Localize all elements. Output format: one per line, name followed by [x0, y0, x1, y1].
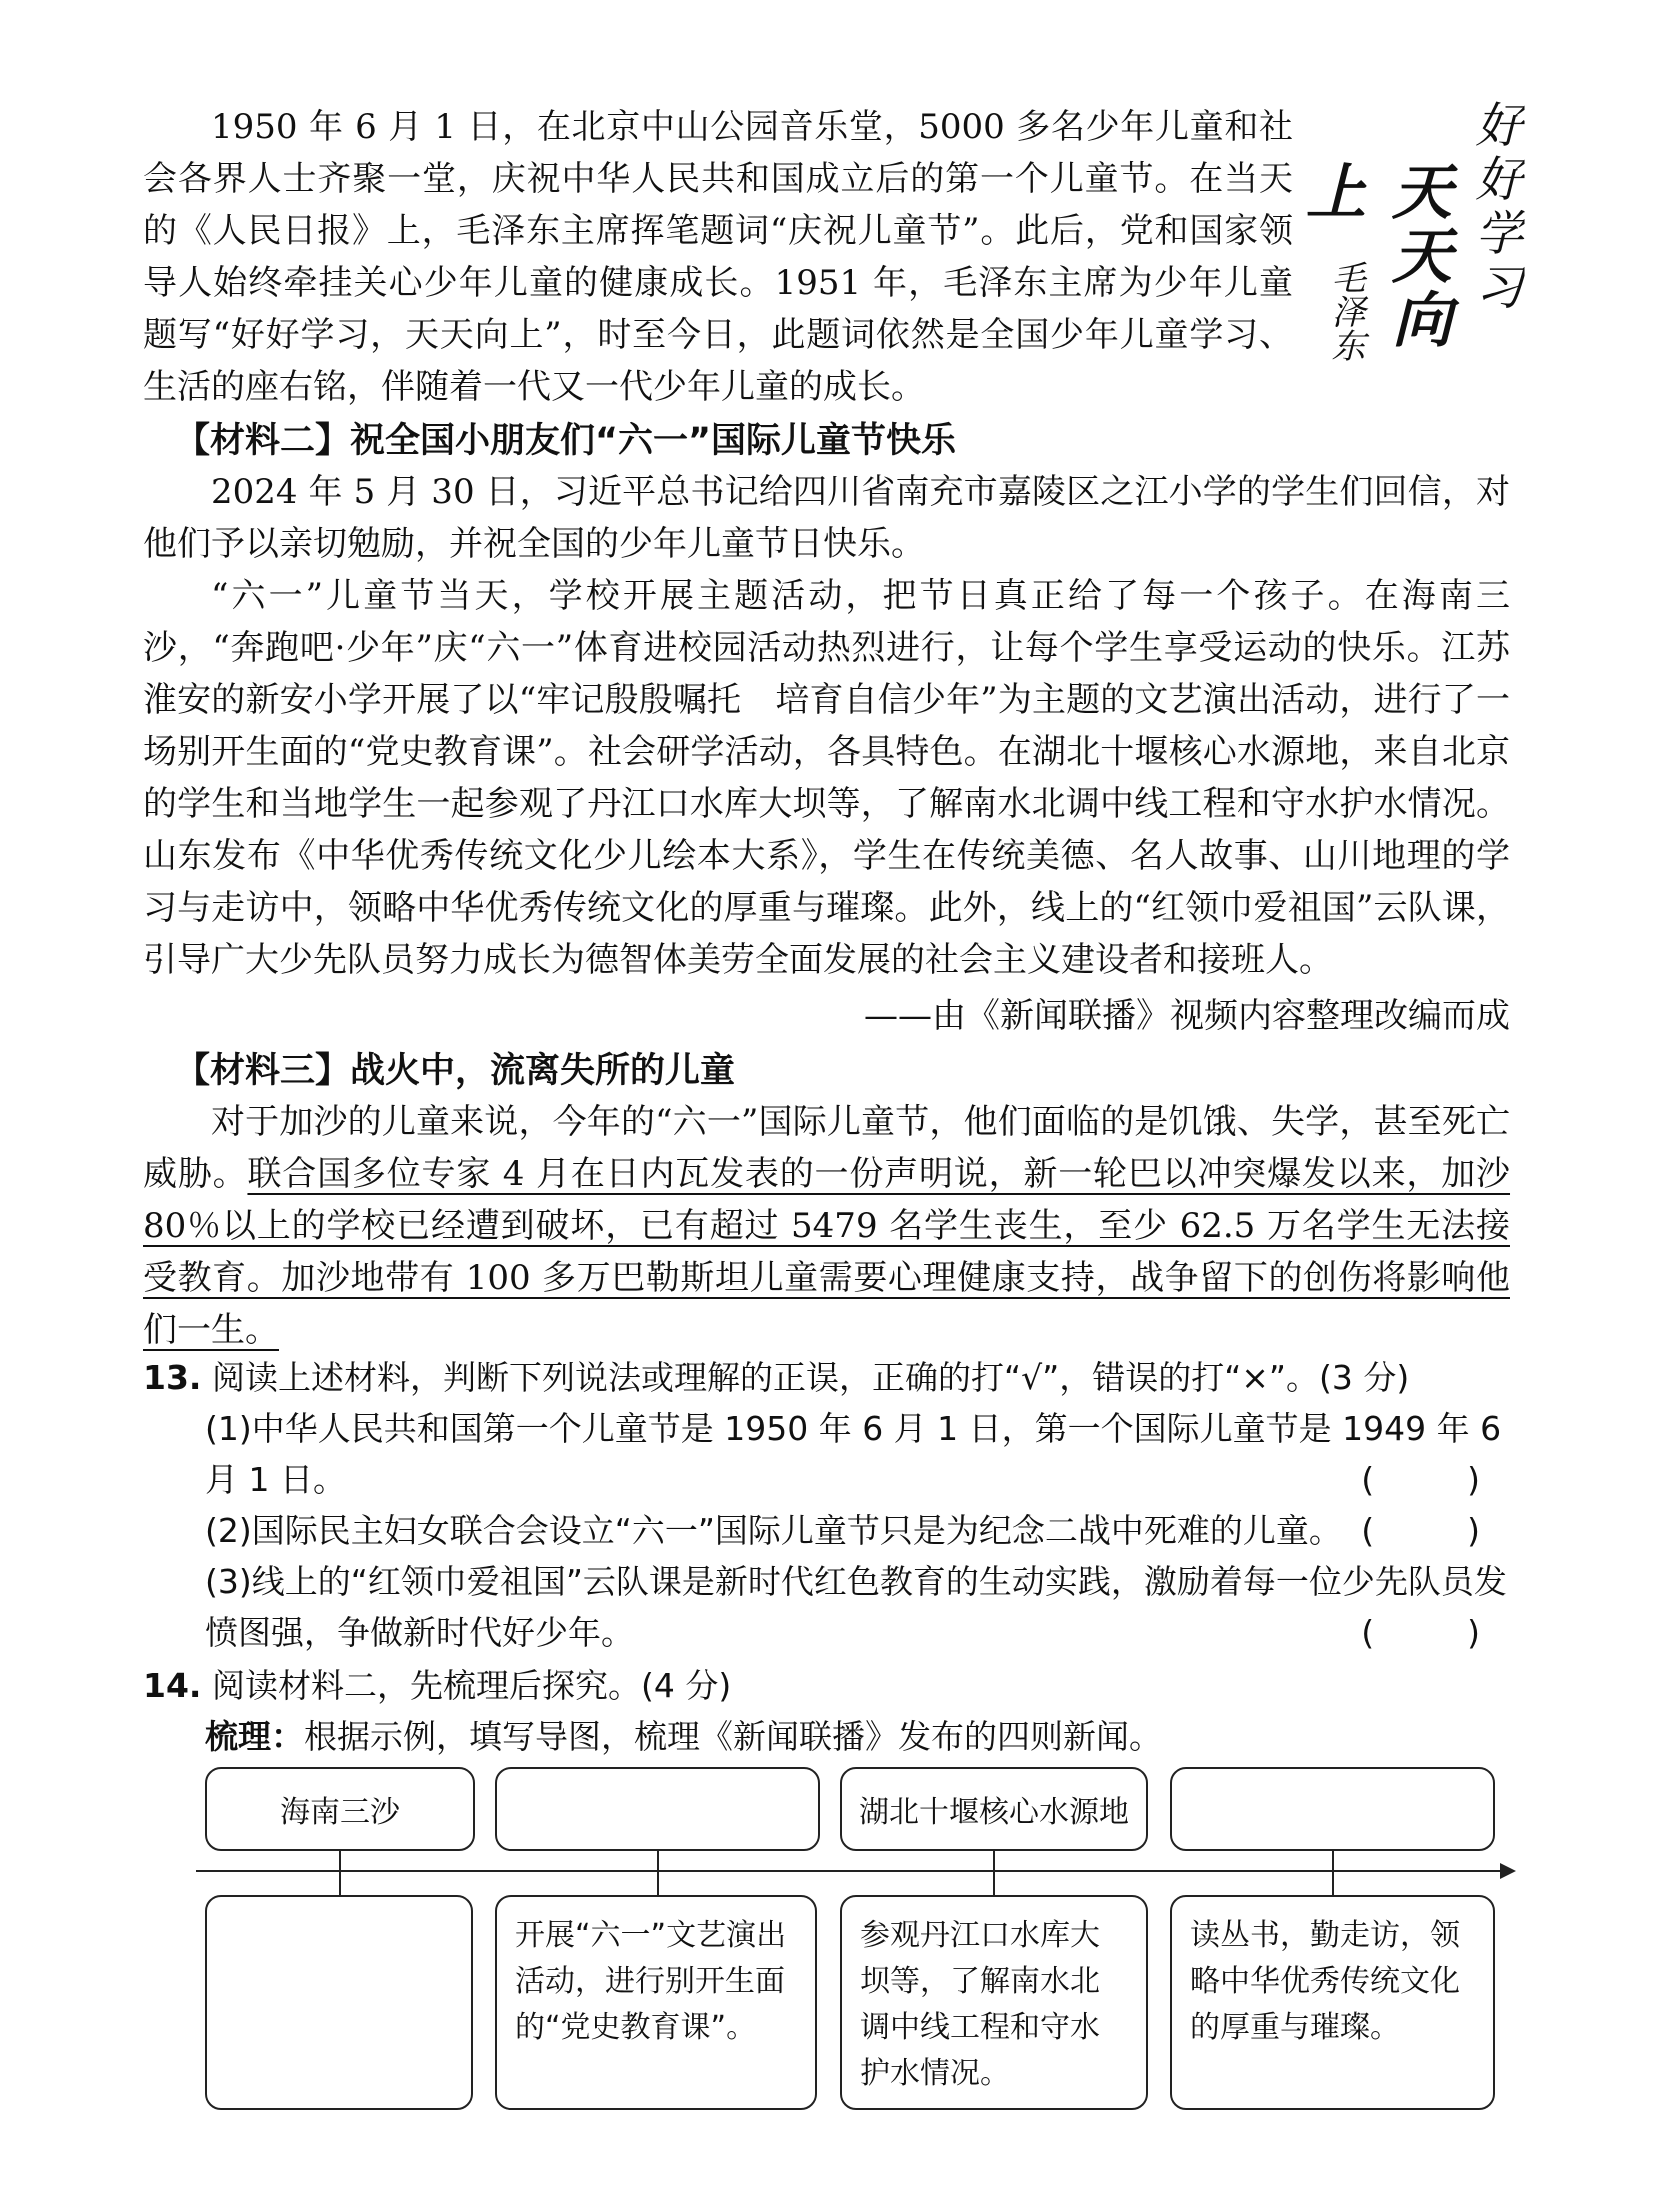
- q13-number: 13.: [143, 1358, 202, 1397]
- calligraphy-signature: 毛泽东: [1325, 260, 1365, 362]
- material3-heading: 【材料三】战火中，流离失所的儿童: [175, 1051, 736, 1091]
- diagram-bottom-box-4: 读丛书，勤走访，领略中华优秀传统文化的厚重与璀璨。: [1170, 1895, 1495, 2110]
- q13-answer-blank-3[interactable]: ( ): [1361, 1613, 1510, 1652]
- timeline-arrowhead: [1500, 1863, 1516, 1879]
- diagram-bottom-box-1-blank[interactable]: [205, 1895, 473, 2110]
- material3-paragraph: [143, 1096, 1510, 1356]
- timeline-axis: [196, 1870, 1506, 1872]
- q13-answer-blank-2[interactable]: ( ): [1361, 1511, 1510, 1550]
- material3-plain-text: 对于加沙的儿童来说，今年的“六一”国际儿童节，他们面临的是饥饿、失学，甚至死亡威胁。: [143, 1102, 1510, 1194]
- q14-stem: 阅读材料二，先梳理后探究。(4 分): [211, 1666, 732, 1705]
- timeline-tick: [657, 1851, 659, 1895]
- calligraphy-col1: 好好学习: [1467, 100, 1523, 316]
- calligraphy-col2: 天天向上: [1296, 160, 1452, 352]
- diagram-top-box-4-blank[interactable]: [1170, 1767, 1495, 1851]
- material2-paragraph1: 2024 年 5 月 30 日，习近平总书记给四川省南充市嘉陵区之江小学的学生们回信，对他们予以亲切勉励，并祝全国的少年儿童节日快乐。: [143, 472, 1510, 564]
- q13-item1: (1)中华人民共和国第一个儿童节是 1950 年 6 月 1 日，第一个国际儿童节是 1949 年 6 月 1 日。: [205, 1409, 1502, 1499]
- diagram-bottom-box-2: 开展“六一”文艺演出活动，进行别开生面的“党史教育课”。: [495, 1895, 817, 2110]
- material1-paragraph: 1950 年 6 月 1 日，在北京中山公园音乐堂，5000 多名少年儿童和社会各界人士齐聚一堂，庆祝中华人民共和国成立后的第一个儿童节。在当天的《人民日报》上，毛泽东主席挥笔题词“庆祝儿童节”。此后，党和国家领导人始终牵挂关心少年儿童的健康成长。1951 年，毛泽东主席为少年儿童题写“好好学习，天天向上”，时至今日，此题词依然是全国少年儿童学习、生活的座右铭，伴随着一代又一代少年儿童的成长。: [143, 107, 1293, 407]
- q14-task-label: 梳理：: [205, 1717, 304, 1756]
- material2-paragraph2: “六一”儿童节当天，学校开展主题活动，把节日真正给了每一个孩子。在海南三沙，“奔跑吧·少年”庆“六一”体育进校园活动热烈进行，让每个学生享受运动的快乐。江苏淮安的新安小学开展了以“牢记殷殷嘱托 培育自信少年”为主题的文艺演出活动，进行了一场别开生面的“党史教育课”。社会研学活动，各具特色。在湖北十堰核心水源地，来自北京的学生和当地学生一起参观了丹江口水库大坝等，了解南水北调中线工程和守水护水情况。山东发布《中华优秀传统文化少儿绘本大系》，学生在传统美德、名人故事、山川地理的学习与走访中，领略中华优秀传统文化的厚重与璀璨。此外，线上的“红领巾爱祖国”云队课，引导广大少先队员努力成长为德智体美劳全面发展的社会主义建设者和接班人。: [143, 576, 1510, 980]
- material3-underlined-text: 联合国多位专家 4 月在日内瓦发表的一份声明说，新一轮巴以冲突爆发以来，加沙 80％以上的学校已经遭到破坏，已有超过 5479 名学生丧生，至少 62.5 万名学生无法接受教育。加沙地带有 100 多万巴勒斯坦儿童需要心理健康支持，战争留下的创伤将影响他们一生。: [143, 1154, 1511, 1350]
- diagram-top-box-3: 湖北十堰核心水源地: [840, 1767, 1148, 1851]
- question-13: [143, 1352, 1510, 1658]
- q14-number: 14.: [143, 1666, 202, 1705]
- q14-task: 根据示例，填写导图，梳理《新闻联播》发布的四则新闻。: [304, 1717, 1162, 1756]
- material2-source: ——由《新闻联播》视频内容整理改编而成: [864, 996, 1510, 1036]
- diagram-top-box-1: 海南三沙: [205, 1767, 475, 1851]
- timeline-tick: [1332, 1851, 1334, 1895]
- q13-item2: (2)国际民主妇女联合会设立“六一”国际儿童节只是为纪念二战中死难的儿童。: [205, 1511, 1342, 1550]
- q13-item3: (3)线上的“红领巾爱祖国”云队课是新时代红色教育的生动实践，激励着每一位少先队员发愤图强，争做新时代好少年。: [205, 1562, 1507, 1652]
- diagram-bottom-box-3: 参观丹江口水库大坝等，了解南水北调中线工程和守水护水情况。: [840, 1895, 1148, 2110]
- timeline-tick: [339, 1851, 341, 1895]
- q13-stem: 阅读上述材料，判断下列说法或理解的正误，正确的打“√”，错误的打“×”。(3 分): [211, 1358, 1410, 1397]
- diagram-top-box-2-blank[interactable]: [495, 1767, 820, 1851]
- question-14: [143, 1660, 1510, 1762]
- q13-answer-blank-1[interactable]: ( ): [1361, 1460, 1510, 1499]
- material2-heading: 【材料二】祝全国小朋友们“六一”国际儿童节快乐: [175, 421, 957, 461]
- timeline-tick: [993, 1851, 995, 1895]
- calligraphy: [1296, 100, 1530, 410]
